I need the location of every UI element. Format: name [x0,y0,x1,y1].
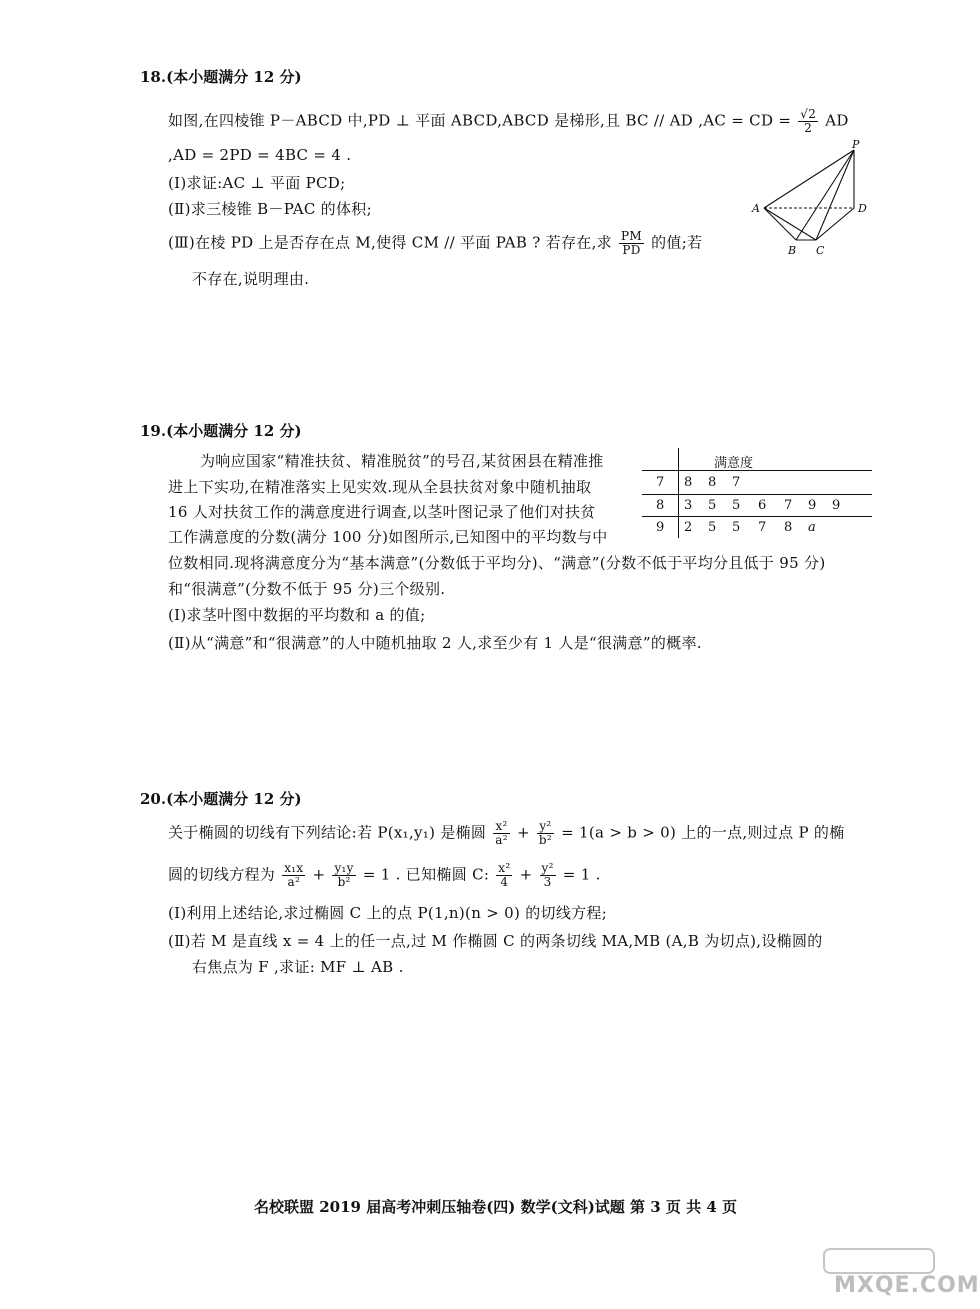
edge-cd [816,208,854,240]
stem-leaf-plot [642,448,872,538]
frac-x1x-a2 [282,862,305,889]
frac-numerator: x² [493,820,510,834]
leaf: 9 [832,498,841,513]
leaf: 3 [684,498,693,513]
q18-stem-line1 [168,108,849,135]
q18-sqrt2-over-2 [798,108,818,135]
q20-line1 [168,820,845,847]
frac-x2-4 [496,862,512,889]
q19-line2: 进上下实功,在精准落实上见实效.现从全县扶贫对象中随机抽取 [168,478,592,496]
frac-y1y-b2 [332,862,355,889]
q18-part3-line1 [168,230,702,257]
edge-pc [816,150,854,240]
frac-y2-3 [540,862,556,889]
stem-9: 9 [656,520,665,535]
q18-part2: (Ⅱ)求三棱锥 B－PAC 的体积; [168,200,372,218]
q19-part1: (Ⅰ)求茎叶图中数据的平均数和 a 的值; [168,606,426,624]
leaf: 8 [784,520,793,535]
frac-numerator: y₁y [334,861,354,875]
frac-denominator: b² [337,875,351,889]
label-b: B [788,244,797,257]
q19-title: 19.(本小题满分 12 分) [140,422,302,440]
header-rule [642,470,872,471]
q20-line2 [168,862,601,889]
q18-part3-line2: 不存在,说明理由. [192,270,310,288]
plus-sign: + [312,865,326,884]
diag-ac [764,208,816,240]
q19-line5: 位数相同.现将满意度分为“基本满意”(分数低于平均分)、“满意”(分数不低于平均分且低于 95 分) [168,554,826,572]
row-rule-2 [642,516,872,517]
q20-line2-text-b: = 1 . 已知椭圆 C: [362,865,490,884]
q18-pm-over-pd [619,230,644,257]
q18-part3-text-a: (Ⅲ)在棱 PD 上是否存在点 M,使得 CM // 平面 PAB ? 若存在,求 [168,233,612,252]
q20-part2-line2: 右焦点为 F ,求证: MF ⊥ AB . [192,958,404,976]
leaf: 5 [732,520,741,535]
q18-stem-line2: ,AD = 2PD = 4BC = 4 . [168,146,352,164]
plus-sign: + [519,865,533,884]
leaf: 2 [684,520,693,535]
q19-line4: 工作满意度的分数(满分 100 分)如图所示,已知图中的平均数与中 [168,528,608,546]
label-d: D [858,202,867,215]
frac-denominator: a² [495,833,508,847]
edge-pa [764,150,854,208]
leaf: 7 [758,520,767,535]
q18-part3-text-b: 的值;若 [651,233,703,252]
q18-stem-text-a: 如图,在四棱锥 P－ABCD 中,PD ⊥ 平面 ABCD,ABCD 是梯形,且 BC // AD ,AC = CD = [168,111,792,130]
row-rule-1 [642,494,872,495]
frac-numerator: y² [541,861,554,875]
leaf: 6 [758,498,767,513]
label-a: A [752,202,760,215]
frac-y2-b2 [537,820,554,847]
q19-line6: 和“很满意”(分数不低于 95 分)三个级别. [168,580,446,598]
frac-x2-a2 [493,820,510,847]
frac-denominator: 4 [500,875,509,889]
leaf: 5 [732,498,741,513]
watermark-logo [814,1247,980,1303]
label-c: C [816,244,825,257]
q18-title: 18.(本小题满分 12 分) [140,68,302,86]
q20-line2-text-c: = 1 . [562,865,601,884]
frac-denominator: a² [287,875,301,889]
frac-denominator: 2 [804,121,813,135]
frac-numerator: PM [621,229,643,243]
leaf: 8 [684,475,693,490]
q20-part1: (Ⅰ)利用上述结论,求过椭圆 C 上的点 P(1,n)(n > 0) 的切线方程; [168,904,608,922]
leaf-a: a [808,520,816,535]
edge-pb [796,150,854,240]
q19-line3: 16 人对扶贫工作的满意度进行调查,以茎叶图记录了他们对扶贫 [168,503,596,521]
leaf: 5 [708,498,717,513]
q20-line1-text-a: 关于椭圆的切线有下列结论:若 P(x₁,y₁) 是椭圆 [168,823,487,842]
leaf: 7 [784,498,793,513]
label-p: P [852,138,860,151]
q20-line2-text-a: 圆的切线方程为 [168,865,276,884]
frac-numerator: x² [498,861,511,875]
frac-numerator: y² [537,820,554,834]
frac-denominator: 3 [543,875,552,889]
leaf: 5 [708,520,717,535]
q20-line1-text-b: = 1(a > b > 0) 上的一点,则过点 P 的椭 [561,823,845,842]
pyramid-figure [744,140,884,265]
q20-title: 20.(本小题满分 12 分) [140,790,302,808]
edge-ab [764,208,796,240]
frac-denominator: PD [622,243,641,257]
frac-numerator: √2 [800,107,817,121]
q19-part2: (Ⅱ)从“满意”和“很满意”的人中随机抽取 2 人,求至少有 1 人是“很满意”的概率. [168,634,702,652]
frac-denominator: b² [538,833,552,847]
frac-numerator: x₁x [284,861,304,875]
stem-leaf-header: 满意度 [714,456,754,471]
stem-8: 8 [656,498,665,513]
stem-divider [678,448,679,538]
q18-stem-text-b: AD [825,111,849,130]
watermark-text: MXQE.COM [834,1273,980,1298]
leaf: 9 [808,498,817,513]
q19-line1: 为响应国家“精准扶贫、精准脱贫”的号召,某贫困县在精准推 [200,452,604,470]
q20-part2-line1: (Ⅱ)若 M 是直线 x = 4 上的任一点,过 M 作椭圆 C 的两条切线 MA,MB (A,B 为切点),设椭圆的 [168,932,823,950]
plus-sign: + [516,823,530,842]
q18-part1: (Ⅰ)求证:AC ⊥ 平面 PCD; [168,174,346,192]
leaf: 8 [708,475,717,490]
page-footer: 名校联盟 2019 届高考冲刺压轴卷(四) 数学(文科)试题 第 3 页 共 4 页 [254,1198,738,1216]
leaf: 7 [732,475,741,490]
stem-7: 7 [656,475,665,490]
